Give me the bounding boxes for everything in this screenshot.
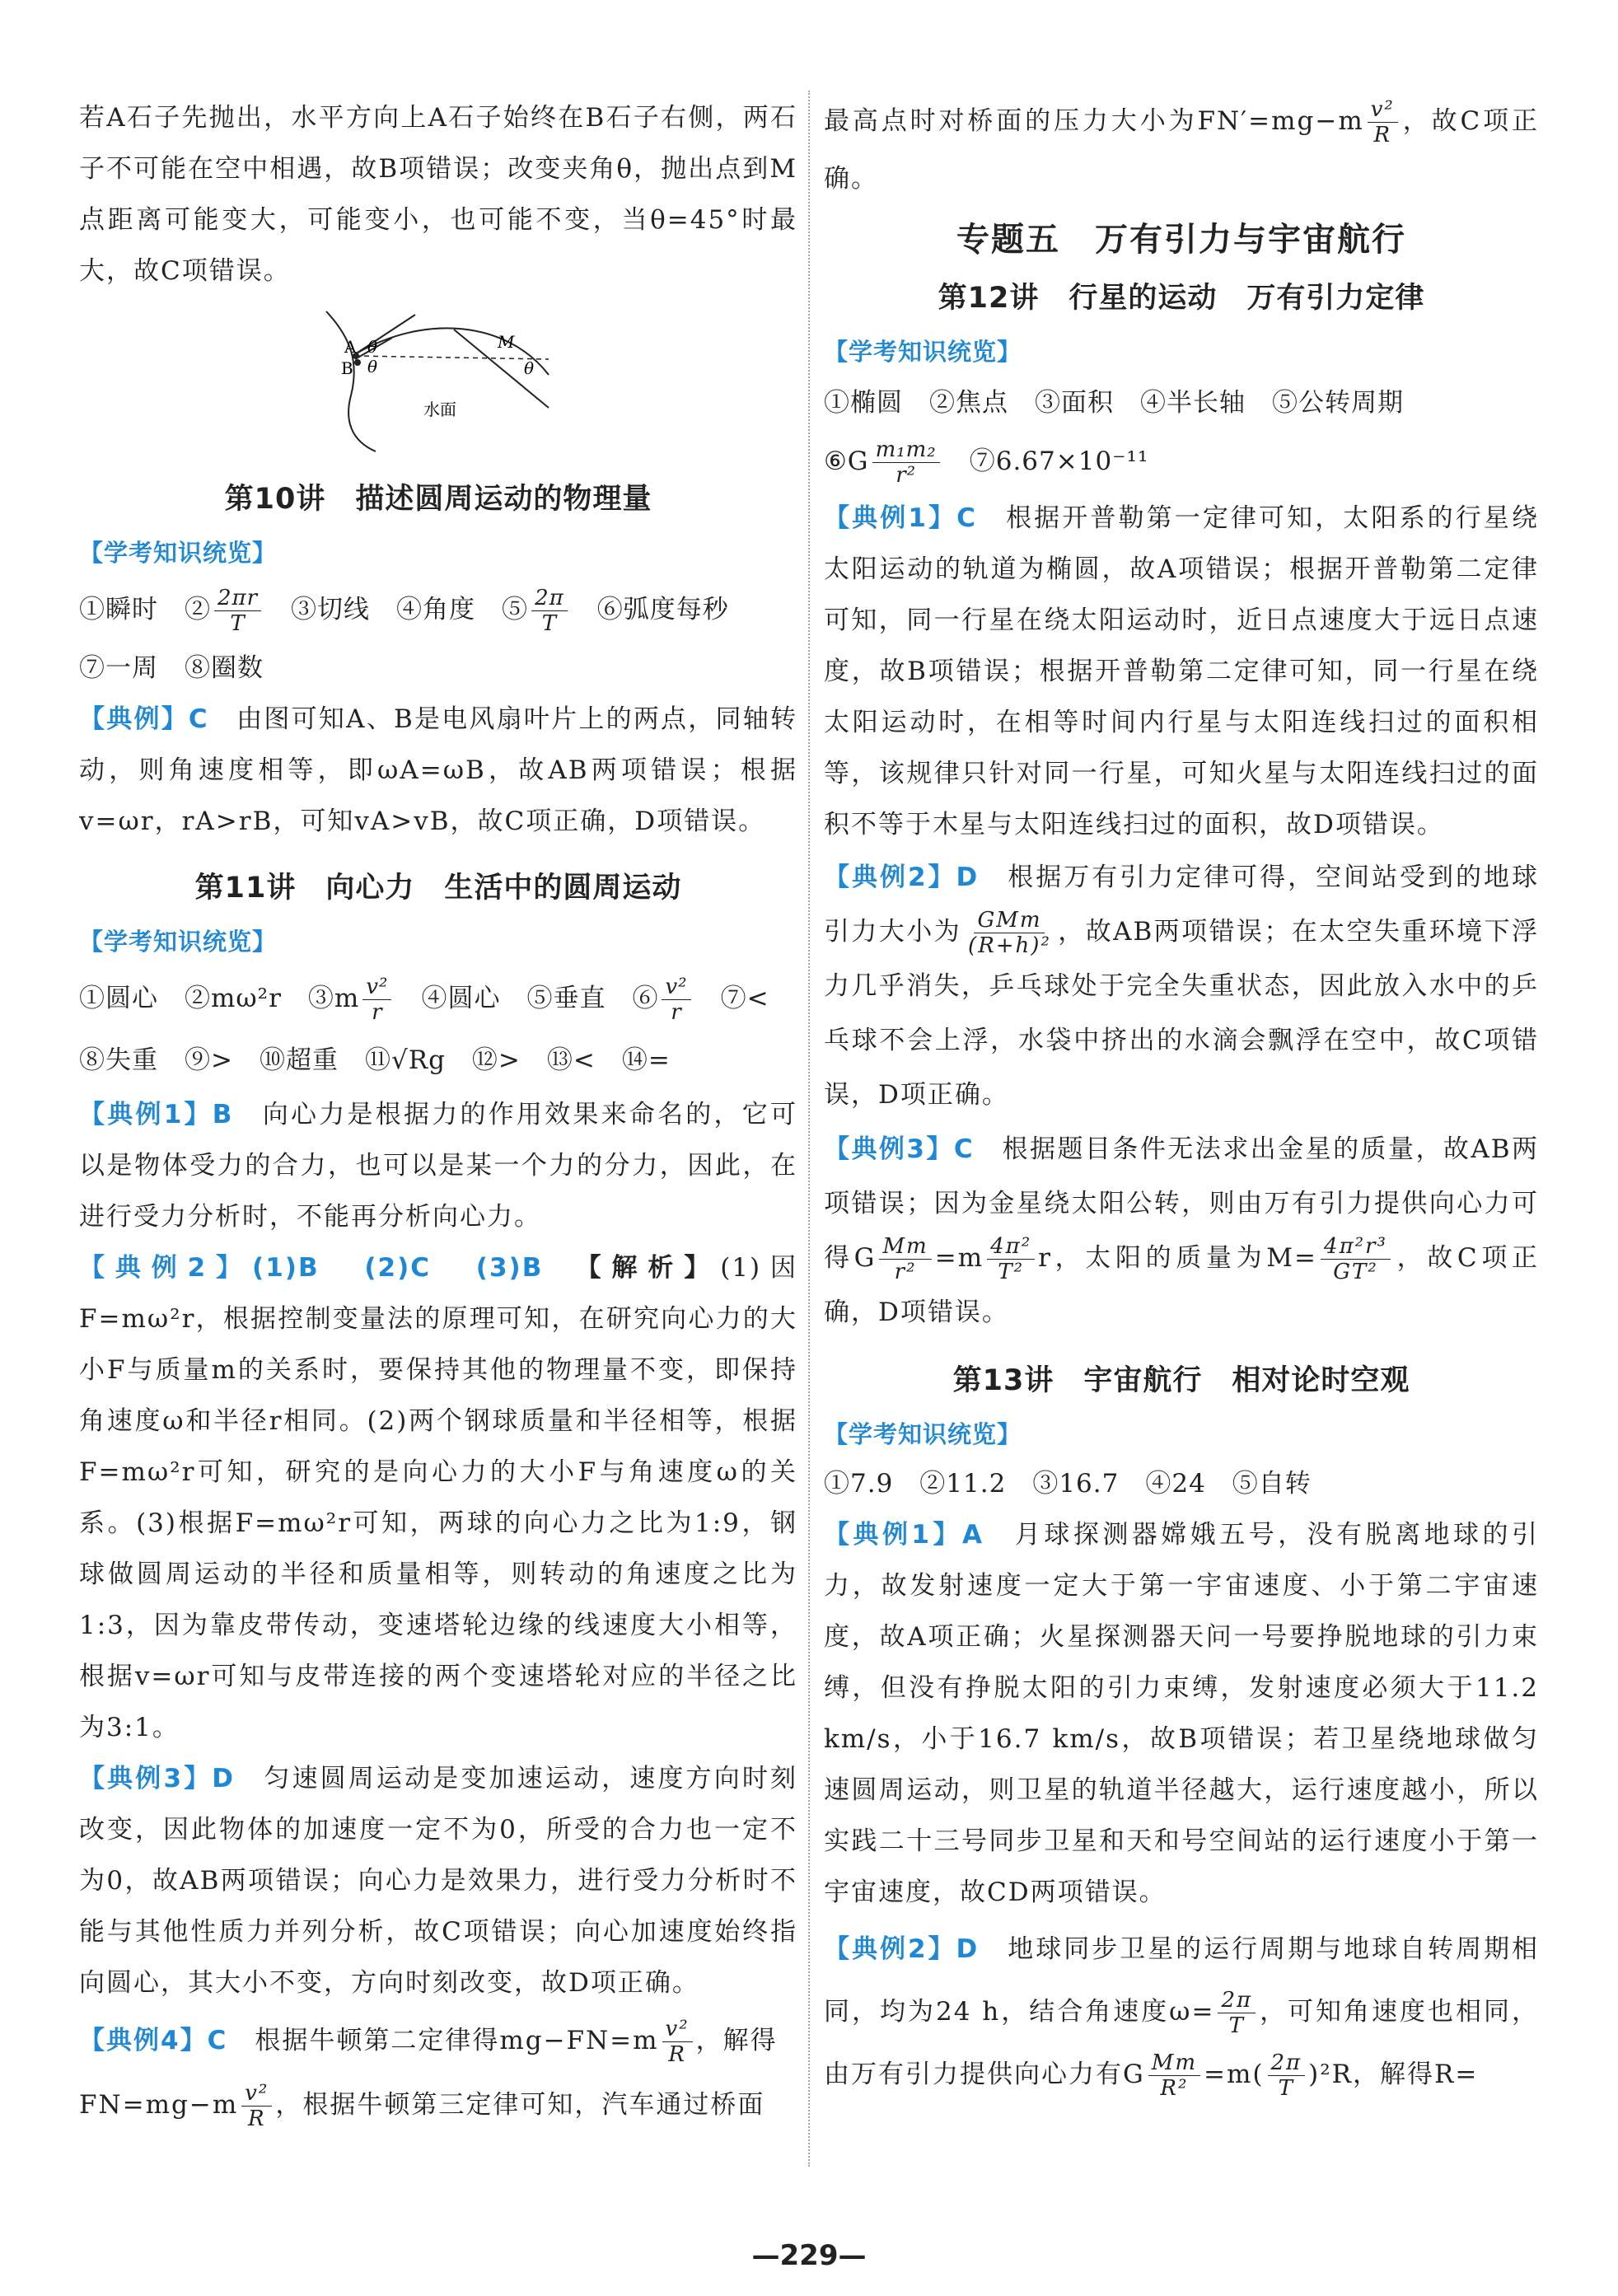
label-theta-1: θ (367, 337, 378, 357)
lecture-11-items: ①圆心 ②mω²r ③m $\frac{\text{v²}}{r}$ ④圆心 ⑤垂直 ⑥ $\frac{\text{v²}}{r}$ ⑦< (79, 975, 769, 1025)
fraction: $\frac{\text{v²}}{r}$ (362, 975, 391, 1025)
lecture-11-example-1: 【典例1】B 向心力是根据力的作用效果来命名的，它可以是物体受力的合力，也可以是某一个力的分力，因此，在进行受力分析时，不能再分析向心力。 (79, 1100, 797, 1232)
lecture-10-example: 【典例】C 由图可知A、B是电风扇叶片上的两点，同轴转动，则角速度相等，即ωA=ωB，故AB两项错误；根据v=ωr，rA>rB，可知vA>vB，故C项正确，D项错误。 (79, 704, 797, 836)
fraction: $\frac{Mm}{\text{r²}}$ (879, 1234, 931, 1284)
lecture-13-example-2: 【典例2】D 地球同步卫星的运行周期与地球自转周期相同，均为24 h，结合角速度ω= $\frac{2\pi}{T}$ ，可知角速度也相同，由万有引力提供向心力有G $\frac{Mm}{\text{R²}}$ =m( $\frac{2\pi}{T}$ )²R，解得R= (824, 1934, 1540, 2101)
lecture-12-items: ①椭圆 ②焦点 ③面积 ④半长轴 ⑤公转周期 (824, 388, 1404, 418)
item-text: ⑥弧度每秒 (570, 595, 729, 624)
label-water: 水面 (423, 400, 456, 419)
fraction: $\frac{\text{GMm}}{\text{(R+h)²}}$ (968, 908, 1051, 958)
projectile-figure (79, 305, 797, 453)
label-b: B (341, 358, 353, 378)
lecture-11-title: 第11讲 向心力 生活中的圆周运动 (194, 872, 682, 905)
right-column (824, 92, 1539, 2106)
lecture-11-example-3: 【典例3】D 匀速圆周运动是变加速运动，速度方向时刻改变，因此物体的加速度一定不为0，所受的合力也一定不为0，故AB两项错误；向心力是效果力，进行受力分析时不能与其他性质力并列分析，故C项错误；向心加速度始终指向圆心，其大小不变，方向时刻改变，故D项正确。 (79, 1764, 797, 1998)
lecture-12-title: 第12讲 行星的运动 万有引力定律 (938, 282, 1425, 315)
lecture-11-tag: 【学考知识统览】 (79, 928, 278, 956)
lecture-13-items: ①7.9 ②11.2 ③16.7 ④24 ⑤自转 (824, 1469, 1312, 1499)
label-theta-3: θ (524, 358, 535, 378)
lecture-12-example-1: 【典例1】C 根据开普勒第一定律可知，太阳系的行星绕太阳运动的轨道为椭圆，故A项错误；根据开普勒第二定律可知，同一行星在绕太阳运动时，近日点速度大于远日点速度，故B项错误；根据开普勒第二定律可知，同一行星在绕太阳运动时，在相等时间内行星与太阳连线扫过的面积相等，该规律只针对同一行星，可知火星与太阳连线扫过的面积不等于木星与太阳连线扫过的面积，故D项错误。 (824, 503, 1539, 839)
fraction: $\frac{Mm}{\text{R²}}$ (1148, 2051, 1200, 2101)
fraction: $\frac{2\pi}{T}$ (1218, 1988, 1256, 2038)
lecture-12-tag: 【学考知识统览】 (824, 338, 1022, 366)
lecture-11-example-2: 【典例2】(1)B (2)C (3)B 【解析】(1)因F=mω²r，根据控制变量法的原理可知，在研究向心力的大小F与质量m的关系时，要保持其他的物理量不变，即保持角速度ω和半径r相同。(2)两个钢球质量和半径相等，根据F=mω²r可知，研究的是向心力的大小F与角速度ω的关系。(3)根据F=mω²r可知，两球的向心力之比为1:9，钢球做圆周运动的半径和质量相等，则转动的角速度之比为1:3，因为靠皮带传动，变速塔轮边缘的线速度大小相等，根据v=ωr可知与皮带连接的两个变速塔轮对应的半径之比为3:1。 (79, 1253, 798, 1742)
projectile-diagram (79, 305, 797, 453)
fraction: $\frac{\text{m₁m₂}}{\text{r²}}$ (872, 437, 940, 488)
intro-paragraph: 若A石子先抛出，水平方向上A石子始终在B石子右侧，两石子不可能在空中相遇，故B项错误；改变夹角θ，抛出点到M点距离可能变大，可能变小，也可能不变，当θ=45°时最大，故C项错误。 (79, 103, 797, 286)
fraction: $\frac{2\pi}{T}$ (1268, 2051, 1306, 2101)
lecture-11-example-4: 【典例4】C 根据牛顿第二定律得mg−FN=m $\frac{\text{v²}}{R}$ ，解得 FN=mg−m $\frac{\text{v²}}{R}$ ，根据牛顿第三定律可知，汽车通过桥面 (79, 2017, 778, 2131)
lecture-10-tag: 【学考知识统览】 (79, 539, 278, 567)
column-divider (808, 91, 810, 2167)
item-text: ③切线 ④角度 ⑤ (264, 595, 529, 624)
lecture-10-items-2: ⑦一周 ⑧圈数 (79, 653, 264, 683)
continued-text: 最高点时对桥面的压力大小为FN′=mg−m $\frac{\text{v²}}{R}$ ，故C项正确。 (824, 97, 1539, 194)
lecture-13-title: 第13讲 宇宙航行 相对论时空观 (952, 1364, 1410, 1397)
lecture-10-title: 第10讲 描述圆周运动的物理量 (224, 483, 652, 516)
fraction: $\frac{\text{v²}}{R}$ (1368, 97, 1398, 147)
lecture-11-items-2: ⑧失重 ⑨> ⑩超重 ⑪√Rg ⑫> ⑬< ⑭= (79, 1045, 671, 1075)
fraction: $\frac{2\pi}{T}$ (531, 586, 568, 636)
label-a: A (344, 337, 357, 357)
topic-title: 专题五 万有引力与宇宙航行 (956, 221, 1406, 259)
left-column (79, 92, 797, 2137)
lecture-12-example-2: 【典例2】D 根据万有引力定律可得，空间站受到的地球引力大小为 $\frac{\text{GMm}}{\text{(R+h)²}}$ ，故AB两项错误；在太空失重环境下浮力几乎消失，乒乓球处于完全失重状态，因此放入水中的乒乓球不会上浮，水袋中挤出的水滴会飘浮在空中，故C项错误，D项正确。 (824, 863, 1540, 1110)
item-text: ①瞬时 ② (79, 595, 211, 624)
lecture-13-example-1: 【典例1】A 月球探测器嫦娥五号，没有脱离地球的引力，故发射速度一定大于第一宇宙速度、小于第二宇宙速度，故A项正确；火星探测器天问一号要挣脱地球的引力束缚，但没有挣脱太阳的引力束缚，发射速度必须大于11.2 km/s，小于16.7 km/s，故B项错误；若卫星绕地球做匀速圆周运动，则卫星的轨道半径越大，运行速度越小，所以实践二十三号同步卫星和天和号空间站的运行速度小于第一宇宙速度，故CD两项错误。 (824, 1520, 1540, 1907)
fraction: $\frac{\text{4π²r³}}{\text{GT²}}$ (1321, 1234, 1391, 1284)
fraction: $\frac{\text{v²}}{r}$ (662, 975, 690, 1025)
fraction: $\frac{\text{v²}}{R}$ (662, 2017, 693, 2067)
fraction: $\frac{2\pi r}{T}$ (214, 586, 261, 636)
lecture-10-items (79, 577, 797, 643)
label-theta-2: θ (367, 357, 378, 376)
lecture-12-items-2: ⑥G $\frac{\text{m₁m₂}}{\text{r²}}$ ⑦6.67×10⁻¹¹ (824, 437, 1149, 488)
lecture-12-example-3: 【典例3】C 根据题目条件无法求出金星的质量，故AB两项错误；因为金星绕太阳公转，则由万有引力提供向心力可得G $\frac{Mm}{\text{r²}}$ =m $\frac{\text{4π²}}{\text{T²}}$ r，太阳的质量为M= $\frac{\text{4π²r³}}{\text{GT²}}$ ，故C项正确，D项错误。 (824, 1134, 1539, 1327)
fraction: $\frac{\text{4π²}}{\text{T²}}$ (987, 1234, 1035, 1284)
page-number: —229— (751, 2239, 867, 2272)
label-m: M (498, 332, 515, 352)
lecture-13-tag: 【学考知识统览】 (824, 1420, 1022, 1448)
fraction: $\frac{\text{v²}}{R}$ (241, 2081, 272, 2131)
